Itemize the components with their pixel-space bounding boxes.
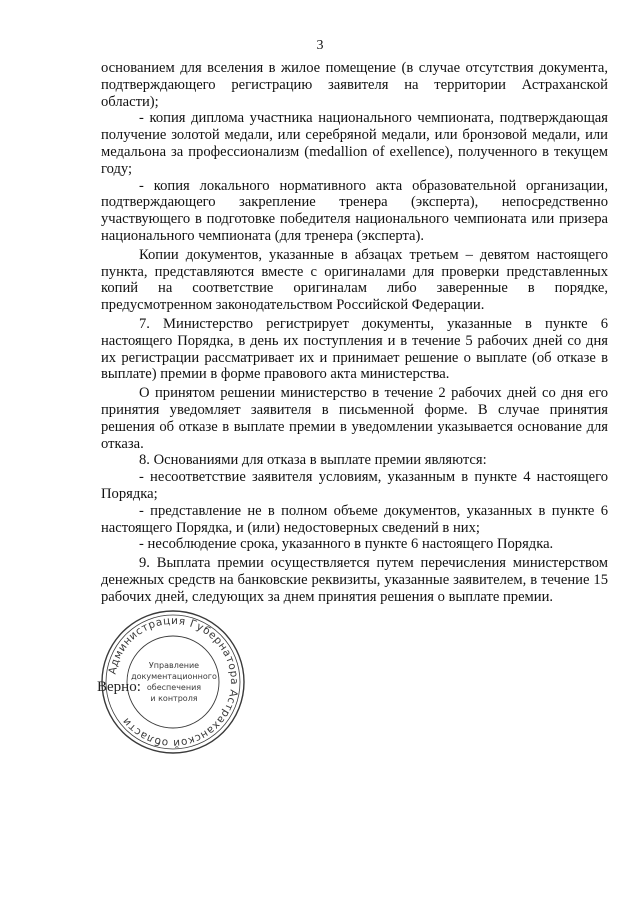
document-body (101, 60, 608, 606)
stamp-center-line: документационного (131, 672, 217, 681)
stamp-center-line: и контроля (150, 694, 198, 703)
paragraph: - несоответствие заявителя условиям, указанным в пункте 4 настоящего Порядка; (101, 469, 608, 502)
paragraph: О принятом решении министерство в течение 2 рабочих дней со дня его принятия уведомляет заявителя в письменной форме. В случае принятия решения об отказе в выплате премии в уведомлении указывается основание для отказа. (101, 385, 608, 452)
stamp-center-line: обеспечения (146, 683, 202, 692)
stamp-center-line: Управление (148, 661, 200, 670)
paragraph: - несоблюдение срока, указанного в пункте 6 настоящего Порядка. (139, 536, 554, 553)
paragraph: Копии документов, указанные в абзацах третьем – девятом настоящего пункта, представляются вместе с оригиналами для проверки представленных копий на соответствие оригиналам либо заверенные в порядке, предусмотренном законодательством Российской Федерации. (101, 246, 608, 314)
paragraph: основанием для вселения в жилое помещение (в случае отсутствия документа, подтверждающего регистрацию заявителя на территории Астраханской области); (101, 60, 608, 110)
paragraph: 9. Выплата премии осуществляется путем перечисления министерством денежных средств на банковские реквизиты, указанные заявителем, в течение 15 рабочих дней, следующих за днем принятия решения о выплате премии. (101, 555, 608, 605)
paragraph: - копия диплома участника национального чемпионата, подтверждающая получение золотой медали, или серебряной медали, или бронзовой медали, или медальона за профессионализм (medallion of exellence), полученного в текущем году; (101, 110, 608, 177)
page-number: 3 (316, 38, 324, 53)
paragraph: 8. Основаниями для отказа в выплате премии являются: (139, 452, 487, 469)
paragraph: 7. Министерство регистрирует документы, указанные в пункте 6 настоящего Порядка, в день их поступления и в течение 5 рабочих дней со дня их регистрации рассматривает их и принимает решение о выплате (об отказе в выплате) премии в форме правового акта министерства. (101, 315, 608, 383)
paragraph: - представление не в полном объеме документов, указанных в пункте 6 настоящего Порядка, и (или) недостоверных сведений в них; (101, 502, 608, 536)
paragraph: - копия локального нормативного акта образовательной организации, подтверждающего закрепление тренера (эксперта), непосредственно участвующего в подготовке победителя национального чемпионата или призера национального чемпионата (для тренера (эксперта). (101, 177, 608, 244)
stamp-ring-text: Администрация Губернатора Астраханской области (106, 614, 241, 750)
certification-word: Верно: (97, 679, 141, 695)
